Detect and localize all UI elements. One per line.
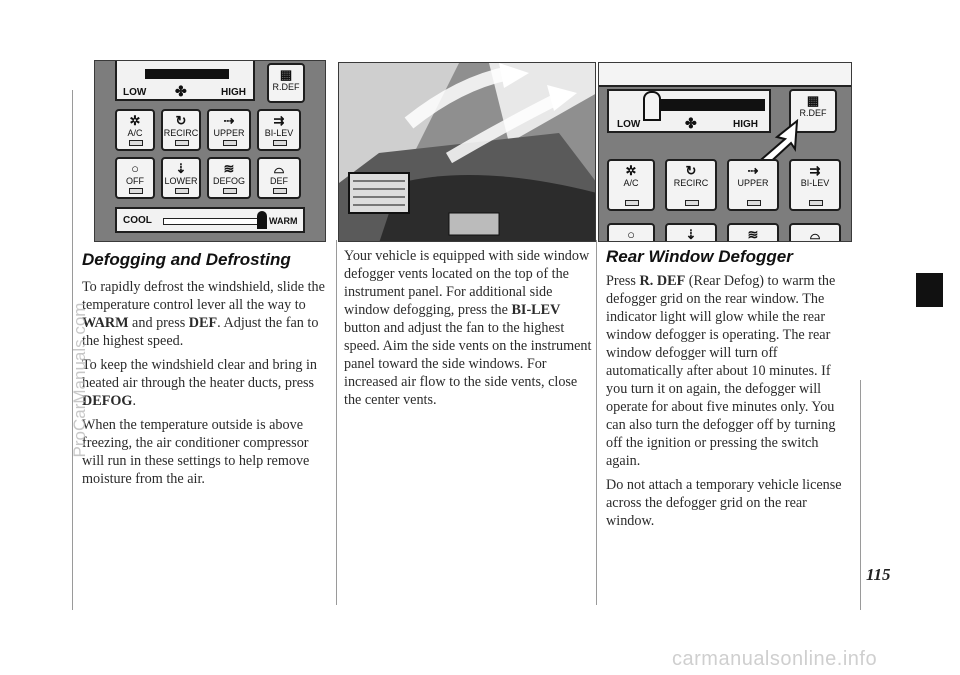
power-off-icon: ○ (131, 161, 139, 176)
fan-low-label: LOW (123, 87, 147, 98)
heading-rear-window-defogger: Rear Window Defogger (606, 247, 793, 266)
recirc-button-right: ↻ RECIRC (665, 159, 717, 211)
heading-defogging: Defogging and Defrosting (82, 250, 291, 269)
column-3 (606, 247, 852, 536)
interior-vents-drawing (339, 63, 596, 242)
fan-low-label-right: LOW (617, 119, 641, 130)
defrost-paragraph: To rapidly defrost the windshield, slide the temperature control lever all the way to WARM and press DEF. Adjust the fan to the highest speed. (82, 279, 325, 349)
snowflake-icon-right: ✲ (625, 163, 637, 178)
compressor-paragraph: When the temperature outside is above freezing, the air conditioner compressor will run in these settings to help remove moisture from the air. (82, 417, 310, 487)
temperature-slider (115, 207, 305, 233)
temp-cool-label: COOL (123, 215, 152, 226)
temp-warm-label: WARM (269, 216, 298, 226)
side-vent-illustration (338, 62, 596, 242)
fan-slider (115, 60, 255, 101)
vent-upper-icon-right: ⇢ (747, 163, 759, 178)
vent-bilevel-icon-right: ⇉ (809, 163, 821, 178)
rear-defog-icon: ▦ (279, 67, 293, 82)
watermark-bottom: carmanualsonline.info (672, 648, 878, 670)
panel-top-strip (599, 63, 852, 87)
fan-high-label: HIGH (221, 87, 246, 98)
fan-slider-track-right (649, 99, 765, 111)
column-1 (82, 250, 332, 494)
upper-button-right: ⇢ UPPER (727, 159, 779, 211)
windshield-defrost-icon-right: ⌓ (809, 227, 821, 242)
rear-defog-paragraph: Press R. DEF (Rear Defog) to warm the defogger grid on the rear window. The indicator light will glow while the rear window defogger is operating. The rear window defogger will turn off automatically after about 10 minutes. If you turn it on again, the defogger will operate for about five minutes only. You can also turn the defogger off by turning off the ignition or pressing the switch again. (606, 273, 836, 469)
power-off-icon-right: ○ (627, 227, 635, 242)
temp-lever-knob (257, 211, 267, 229)
recirc-button: ↻ RECIRC (161, 109, 201, 151)
defog-icon-right: ≋ (747, 227, 759, 242)
def-button: ⌓ DEF (257, 157, 301, 199)
bilev-button: ⇉ BI-LEV (257, 109, 301, 151)
defog-button-right (727, 223, 779, 242)
climate-control-illustration-right (598, 62, 852, 242)
vent-lower-icon-right: ⇣ (685, 227, 697, 242)
fan-icon-right: ✤ (685, 115, 697, 131)
off-button-right (607, 223, 655, 242)
rdef-button: ▦ R.DEF (267, 63, 305, 103)
right-margin-rule (860, 380, 861, 610)
temp-slider-track (163, 218, 261, 225)
climate-control-illustration-left (94, 60, 326, 242)
fan-slider-knob-right (643, 91, 661, 121)
ac-button-right: ✲ A/C (607, 159, 655, 211)
upper-button: ⇢ UPPER (207, 109, 251, 151)
lower-button-right (665, 223, 717, 242)
snowflake-icon: ✲ (129, 113, 141, 128)
column-2 (344, 247, 592, 415)
vent-upper-icon: ⇢ (223, 113, 235, 128)
defog-button: ≋ DEFOG (207, 157, 251, 199)
lower-button: ⇣ LOWER (161, 157, 201, 199)
vent-bilevel-icon: ⇉ (273, 113, 285, 128)
vent-lower-icon: ⇣ (175, 161, 187, 176)
fan-icon: ✤ (175, 83, 187, 99)
ac-button: ✲ A/C (115, 109, 155, 151)
def-button-right (789, 223, 841, 242)
license-warning-paragraph: Do not attach a temporary vehicle license across the defogger grid on the rear window. (606, 477, 842, 529)
rdef-button-right: ▦ R.DEF (789, 89, 837, 133)
fan-slider-track (145, 69, 229, 79)
rear-defog-icon-right: ▦ (806, 93, 820, 108)
recirc-icon: ↻ (175, 113, 187, 128)
chapter-tab-marker (916, 273, 943, 307)
column-rule-1 (336, 240, 337, 605)
off-button: ○ OFF (115, 157, 155, 199)
column-rule-2 (596, 240, 597, 605)
watermark-side: ProCarManuals.com (70, 302, 89, 458)
windshield-defrost-icon: ⌓ (273, 161, 285, 176)
side-vents-paragraph: Your vehicle is equipped with side window defogger vents located on the top of the instrument panel. For additional side window defogging, press the BI-LEV button and adjust the fan to the highest speed. Aim the side vents on the instrument panel toward the side windows. For increased air flow to the side vents, close the center vents. (344, 248, 592, 408)
defog-icon: ≋ (223, 161, 235, 176)
fan-high-label-right: HIGH (733, 119, 758, 130)
recirc-icon-right: ↻ (685, 163, 697, 178)
bilev-button-right: ⇉ BI-LEV (789, 159, 841, 211)
page-number: 115 (866, 565, 891, 584)
defog-paragraph: To keep the windshield clear and bring in heated air through the heater ducts, press DEFOG. (82, 357, 318, 409)
